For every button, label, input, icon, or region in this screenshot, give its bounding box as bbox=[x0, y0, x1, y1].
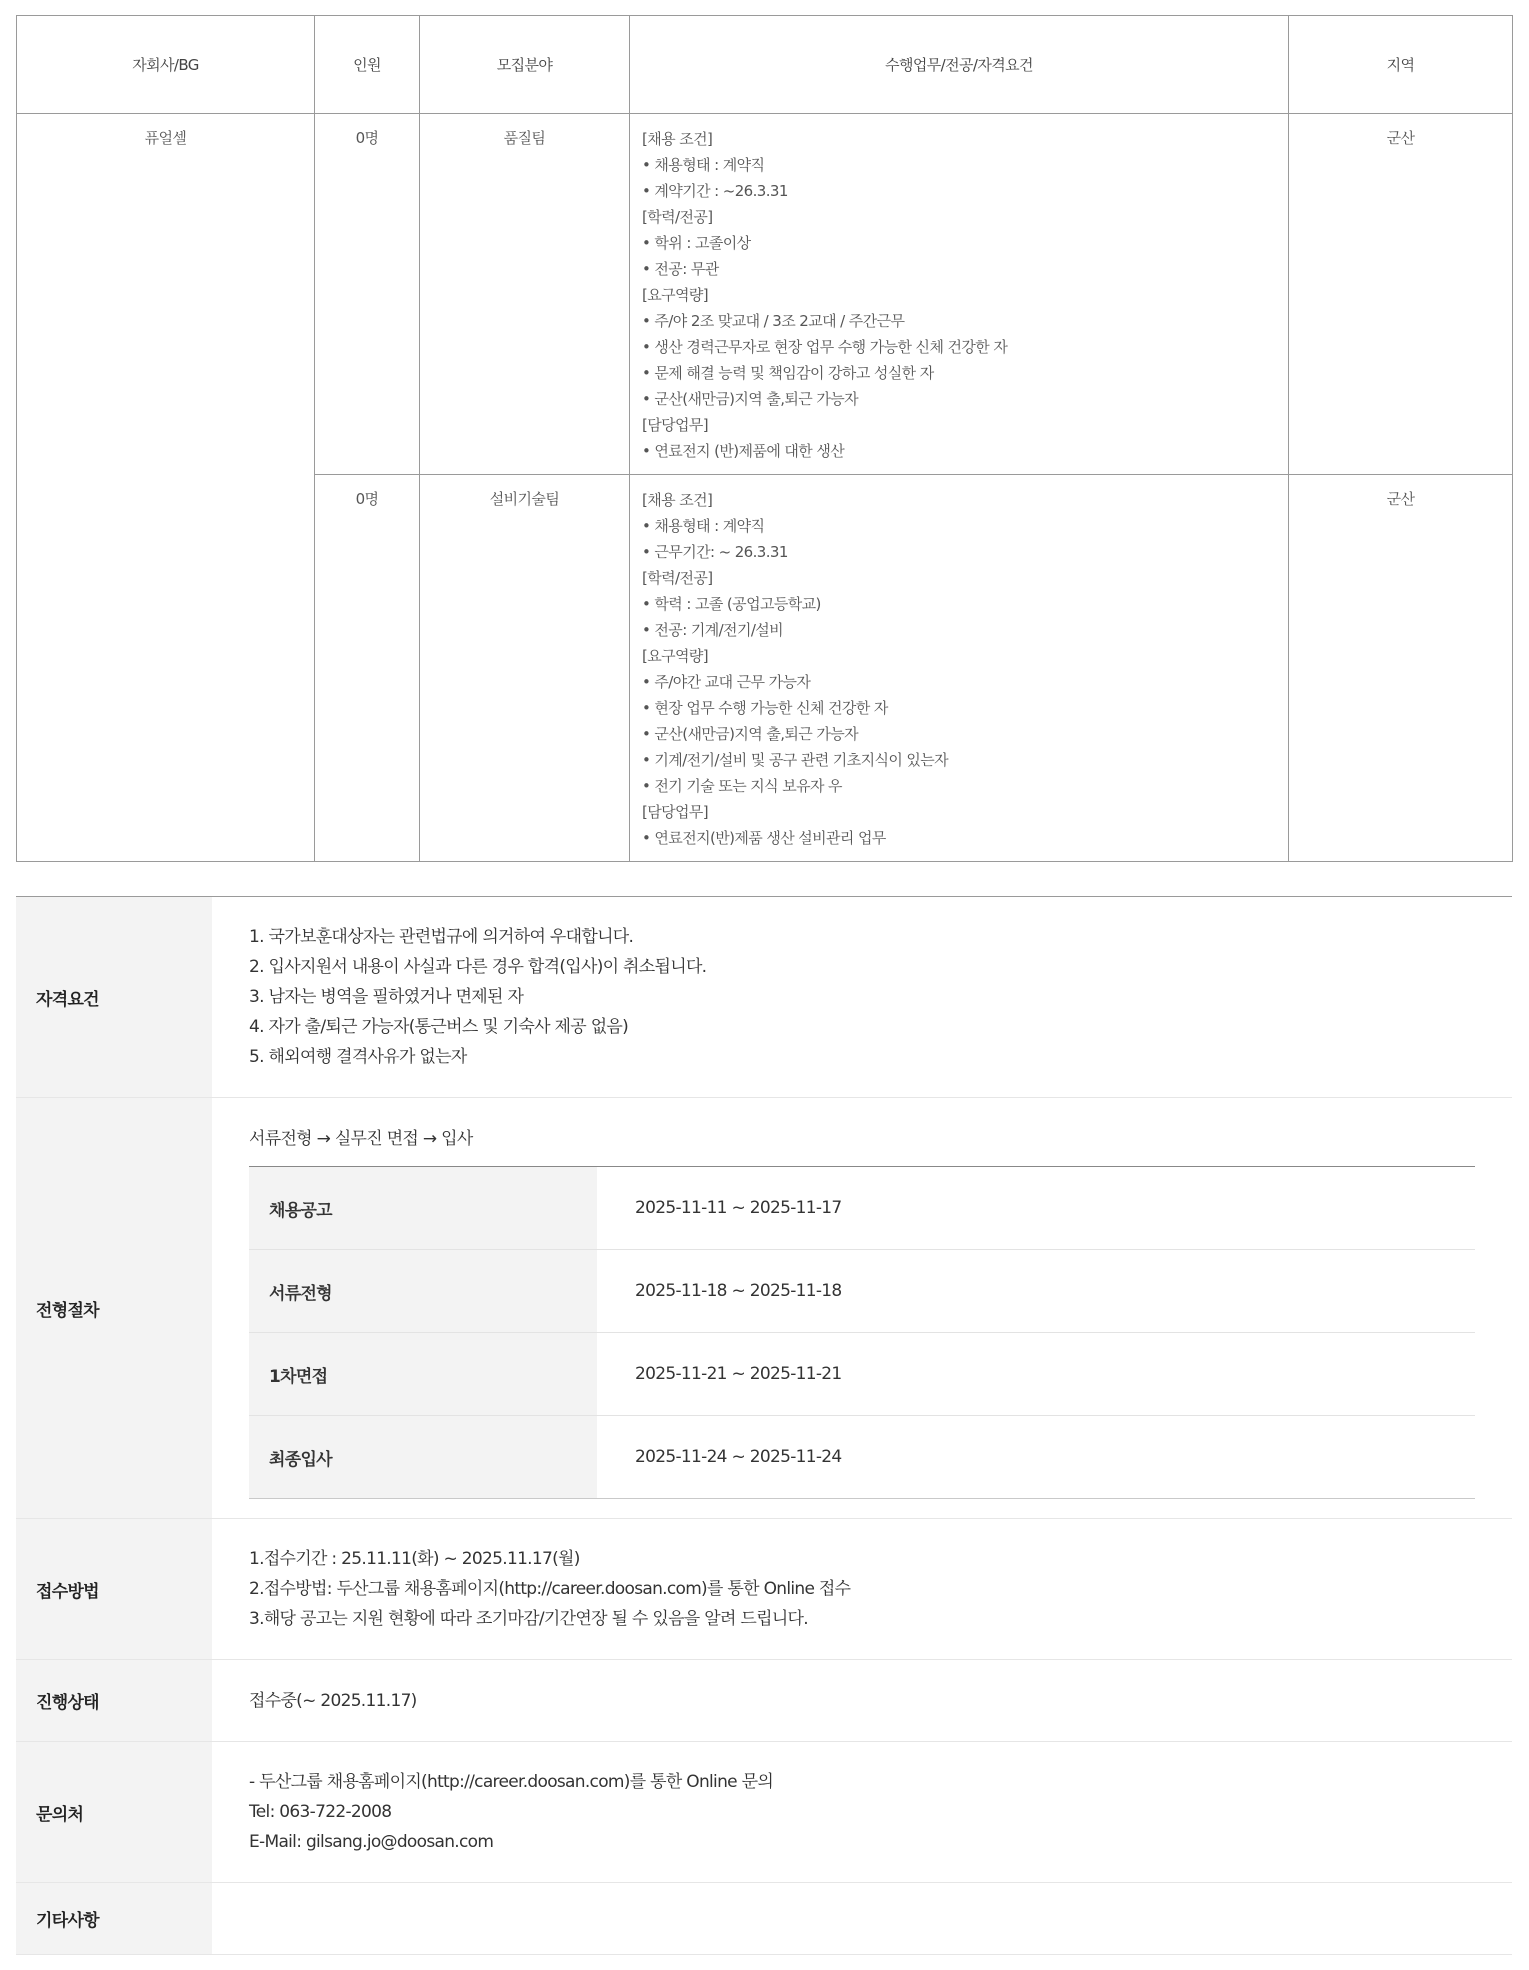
qualification-content bbox=[212, 897, 1512, 1097]
detail-line: [담당업무] bbox=[642, 803, 709, 821]
detail-line: • 기계/전기/설비 및 공구 관련 기초지식이 있는자 bbox=[642, 751, 949, 769]
header-details: 수행업무/전공/자격요건 bbox=[630, 16, 1289, 114]
region-cell: 군산 bbox=[1289, 475, 1513, 862]
method-line: 3.해당 공고는 지원 현황에 따라 조기마감/기간연장 될 수 있음을 알려 드립니다. bbox=[249, 1609, 808, 1629]
detail-line: • 현장 업무 수행 가능한 신체 건강한 자 bbox=[642, 699, 888, 717]
schedule-row bbox=[249, 1416, 1475, 1499]
headcount-cell: 0명 bbox=[315, 114, 420, 475]
contact-email: E-Mail: gilsang.jo@doosan.com bbox=[249, 1832, 494, 1852]
contact-line: - 두산그룹 채용홈페이지(http://career.doosan.com)를 통한 Online 문의 bbox=[249, 1772, 774, 1792]
detail-line: • 학력 : 고졸 (공업고등학교) bbox=[642, 595, 821, 613]
detail-line: • 전공: 무관 bbox=[642, 260, 719, 278]
detail-line: [요구역량] bbox=[642, 647, 709, 665]
etc-row bbox=[16, 1883, 1512, 1955]
detail-line: • 연료전지(반)제품 생산 설비관리 업무 bbox=[642, 829, 886, 847]
contact-row bbox=[16, 1742, 1512, 1883]
status-content bbox=[212, 1660, 1512, 1741]
application-method-label: 접수방법 bbox=[16, 1519, 212, 1659]
detail-line: • 채용형태 : 계약직 bbox=[642, 156, 765, 174]
schedule-dates: 2025-11-18 ~ 2025-11-18 bbox=[597, 1250, 1475, 1333]
schedule-dates: 2025-11-24 ~ 2025-11-24 bbox=[597, 1416, 1475, 1499]
method-line: 1.접수기간 : 25.11.11(화) ~ 2025.11.17(월) bbox=[249, 1549, 580, 1569]
application-method-content bbox=[212, 1519, 1512, 1659]
detail-line: [채용 조건] bbox=[642, 491, 713, 509]
detail-line: • 전기 기술 또는 지식 보유자 우 bbox=[642, 777, 842, 795]
detail-line: [채용 조건] bbox=[642, 130, 713, 148]
status-label: 진행상태 bbox=[16, 1660, 212, 1741]
detail-line: • 학위 : 고졸이상 bbox=[642, 234, 751, 252]
schedule-step: 서류전형 bbox=[249, 1250, 597, 1333]
qualification-line: 2. 입사지원서 내용이 사실과 다른 경우 합격(입사)이 취소됩니다. bbox=[249, 957, 707, 977]
detail-line: • 전공: 기계/전기/설비 bbox=[642, 621, 784, 639]
status-row bbox=[16, 1660, 1512, 1742]
table-header-row bbox=[17, 16, 1513, 114]
schedule-dates: 2025-11-21 ~ 2025-11-21 bbox=[597, 1333, 1475, 1416]
process-label: 전형절차 bbox=[16, 1098, 212, 1518]
qualification-line: 4. 자가 출/퇴근 가능자(통근버스 및 기숙사 제공 없음) bbox=[249, 1017, 629, 1037]
qualification-label: 자격요건 bbox=[16, 897, 212, 1097]
detail-line: [학력/전공] bbox=[642, 208, 713, 226]
process-flow: 서류전형 → 실무진 면접 → 입사 bbox=[249, 1129, 473, 1149]
header-region: 지역 bbox=[1289, 16, 1513, 114]
schedule-row bbox=[249, 1250, 1475, 1333]
company-cell: 퓨얼셀 bbox=[17, 114, 315, 862]
detail-line: [학력/전공] bbox=[642, 569, 713, 587]
header-field: 모집분야 bbox=[420, 16, 630, 114]
etc-label: 기타사항 bbox=[16, 1883, 212, 1954]
application-method-row bbox=[16, 1519, 1512, 1660]
detail-line: • 채용형태 : 계약직 bbox=[642, 517, 765, 535]
schedule-step: 최종입사 bbox=[249, 1416, 597, 1499]
schedule-dates: 2025-11-11 ~ 2025-11-17 bbox=[597, 1167, 1475, 1250]
process-row bbox=[16, 1098, 1512, 1519]
detail-line: • 군산(새만금)지역 출,퇴근 가능자 bbox=[642, 725, 858, 743]
detail-line: • 근무기간: ~ 26.3.31 bbox=[642, 543, 788, 561]
contact-label: 문의처 bbox=[16, 1742, 212, 1882]
details-cell bbox=[630, 114, 1289, 475]
field-cell: 품질팀 bbox=[420, 114, 630, 475]
schedule-row bbox=[249, 1333, 1475, 1416]
qualification-line: 1. 국가보훈대상자는 관련법규에 의거하여 우대합니다. bbox=[249, 927, 634, 947]
etc-content bbox=[212, 1883, 1512, 1954]
schedule-step: 채용공고 bbox=[249, 1167, 597, 1250]
method-line: 2.접수방법: 두산그룹 채용홈페이지(http://career.doosan.com)를 통한 Online 접수 bbox=[249, 1579, 851, 1599]
detail-line: • 생산 경력근무자로 현장 업무 수행 가능한 신체 건강한 자 bbox=[642, 338, 1008, 356]
schedule-row bbox=[249, 1167, 1475, 1250]
header-company: 자회사/BG bbox=[17, 16, 315, 114]
job-info-section bbox=[16, 896, 1512, 1955]
detail-line: • 군산(새만금)지역 출,퇴근 가능자 bbox=[642, 390, 858, 408]
header-headcount: 인원 bbox=[315, 16, 420, 114]
status-value: 접수중(~ 2025.11.17) bbox=[249, 1690, 417, 1711]
detail-line: [요구역량] bbox=[642, 286, 709, 304]
detail-line: [담당업무] bbox=[642, 416, 709, 434]
headcount-cell: 0명 bbox=[315, 475, 420, 862]
field-cell: 설비기술팀 bbox=[420, 475, 630, 862]
detail-line: • 문제 해결 능력 및 책임감이 강하고 성실한 자 bbox=[642, 364, 934, 382]
qualification-line: 3. 남자는 병역을 필하였거나 면제된 자 bbox=[249, 987, 524, 1007]
contact-content bbox=[212, 1742, 1512, 1882]
detail-line: • 계약기간 : ~26.3.31 bbox=[642, 182, 788, 200]
qualification-row bbox=[16, 897, 1512, 1098]
contact-phone: Tel: 063-722-2008 bbox=[249, 1802, 392, 1822]
table-row bbox=[17, 114, 1513, 475]
schedule-table bbox=[249, 1166, 1475, 1499]
details-cell bbox=[630, 475, 1289, 862]
detail-line: • 주/야간 교대 근무 가능자 bbox=[642, 673, 811, 691]
recruitment-table bbox=[16, 15, 1513, 862]
schedule-step: 1차면접 bbox=[249, 1333, 597, 1416]
detail-line: • 주/야 2조 맞교대 / 3조 2교대 / 주간근무 bbox=[642, 312, 905, 330]
region-cell: 군산 bbox=[1289, 114, 1513, 475]
qualification-line: 5. 해외여행 결격사유가 없는자 bbox=[249, 1047, 467, 1067]
process-content bbox=[212, 1098, 1512, 1518]
detail-line: • 연료전지 (반)제품에 대한 생산 bbox=[642, 442, 845, 460]
